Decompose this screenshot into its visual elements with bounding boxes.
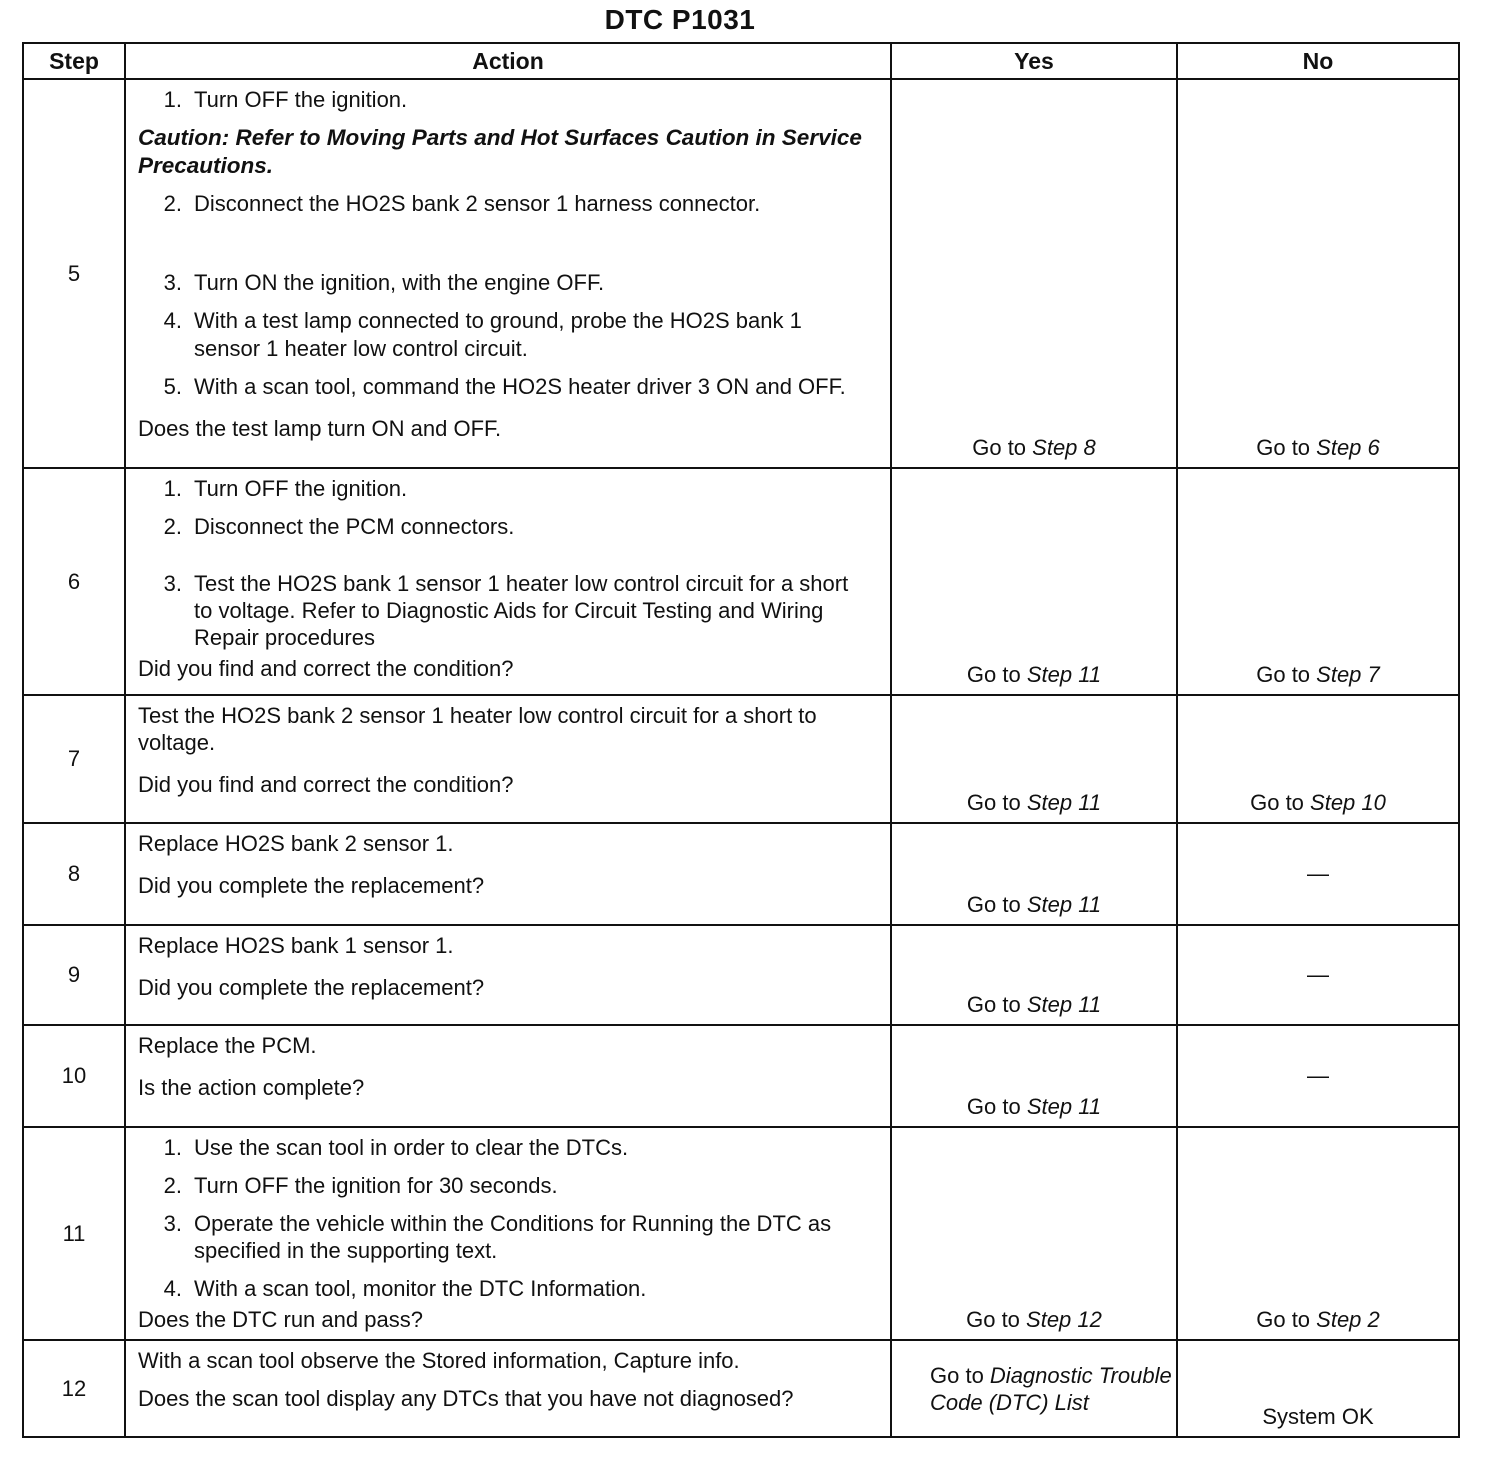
question-text: Does the test lamp turn ON and OFF. [138, 415, 502, 441]
action-text: Replace HO2S bank 2 sensor 1. [138, 831, 454, 856]
action-text: With a scan tool observe the Stored information, Capture info. [138, 1348, 740, 1374]
step-number: 6 [23, 468, 125, 695]
yes-cell: Go to Step 11 [891, 695, 1177, 823]
action-cell [125, 1127, 891, 1340]
step-number: 12 [23, 1340, 125, 1437]
question-text: Did you complete the replacement? [138, 873, 485, 899]
header-step: Step [23, 43, 125, 79]
yes-cell: Go to Step 11 [891, 925, 1177, 1025]
list-item: 4. With a scan tool, monitor the DTC Information. [163, 1276, 647, 1302]
step-number: 10 [23, 1025, 125, 1127]
list-item: 4. With a test lamp connected to ground, probe the HO2S bank 1 sensor 1 heater low control circuit. [163, 308, 802, 361]
action-text: Test the HO2S bank 2 sensor 1 heater low control circuit for a short to voltage. [138, 703, 817, 756]
table-row [23, 925, 1459, 1025]
step-number: 11 [23, 1127, 125, 1340]
list-item: 5. With a scan tool, command the HO2S heater driver 3 ON and OFF. [163, 373, 846, 399]
question-text: Is the action complete? [138, 1075, 365, 1101]
header-no: No [1177, 43, 1459, 79]
action-text: Replace the PCM. [138, 1033, 317, 1058]
table-row [23, 695, 1459, 823]
header-yes: Yes [891, 43, 1177, 79]
no-cell: — [1177, 925, 1459, 1025]
question-text: Did you find and correct the condition? [138, 656, 514, 682]
list-item: 3. Operate the vehicle within the Conditions for Running the DTC as specified in the supporting text. [163, 1211, 832, 1264]
header-row [23, 43, 1459, 79]
yes-cell: Go to Step 11 [891, 1025, 1177, 1127]
no-cell: System OK [1177, 1340, 1459, 1437]
list-item: 3. Test the HO2S bank 1 sensor 1 heater low control circuit for a short to voltage. Refer to Diagnostic Aids for Circuit Testing and Wiring Repair procedures [163, 571, 849, 651]
table-row [23, 79, 1459, 468]
page-title: DTC P1031 [604, 4, 756, 35]
action-cell [125, 823, 891, 925]
no-cell: Go to Step 6 [1177, 79, 1459, 468]
action-cell [125, 79, 891, 468]
table-row [23, 823, 1459, 925]
action-text: Replace HO2S bank 1 sensor 1. [138, 933, 454, 958]
yes-cell: Go to Step 8 [891, 79, 1177, 468]
action-cell [125, 1025, 891, 1127]
action-cell [125, 1340, 891, 1437]
question-text: Does the scan tool display any DTCs that you have not diagnosed? [138, 1386, 794, 1412]
action-cell [125, 468, 891, 695]
step-number: 7 [23, 695, 125, 823]
no-cell: — [1177, 1025, 1459, 1127]
action-cell [125, 695, 891, 823]
diagnostic-table [22, 42, 1460, 1438]
list-item: 2. Turn OFF the ignition for 30 seconds. [163, 1173, 558, 1199]
action-cell [125, 925, 891, 1025]
table-row [23, 1340, 1459, 1437]
question-text: Does the DTC run and pass? [138, 1307, 423, 1333]
no-cell: Go to Step 2 [1177, 1127, 1459, 1340]
step-number: 9 [23, 925, 125, 1025]
list-item: 3. Turn ON the ignition, with the engine OFF. [163, 270, 605, 296]
list-item: 2. Disconnect the PCM connectors. [163, 514, 515, 540]
step-number: 8 [23, 823, 125, 925]
table-row [23, 1127, 1459, 1340]
no-cell: Go to Step 7 [1177, 468, 1459, 695]
table-row [23, 1025, 1459, 1127]
list-item: 1. Turn OFF the ignition. [163, 87, 408, 112]
question-text: Did you find and correct the condition? [138, 772, 514, 798]
no-cell: Go to Step 10 [1177, 695, 1459, 823]
caution-note: Caution: Refer to Moving Parts and Hot Surfaces Caution in Service Precautions. [138, 125, 862, 178]
yes-cell: Go to Step 12 [891, 1127, 1177, 1340]
yes-cell: Go to Step 11 [891, 468, 1177, 695]
list-item: 2. Disconnect the HO2S bank 2 sensor 1 harness connector. [163, 191, 761, 217]
list-item: 1. Turn OFF the ignition. [163, 476, 408, 501]
table-row [23, 468, 1459, 695]
yes-cell: Go to Diagnostic Trouble Code (DTC) List [891, 1340, 1177, 1437]
list-item: 1. Use the scan tool in order to clear the DTCs. [163, 1135, 629, 1160]
header-action: Action [125, 43, 891, 79]
yes-cell: Go to Step 11 [891, 823, 1177, 925]
no-cell: — [1177, 823, 1459, 925]
step-number: 5 [23, 79, 125, 468]
question-text: Did you complete the replacement? [138, 975, 485, 1001]
